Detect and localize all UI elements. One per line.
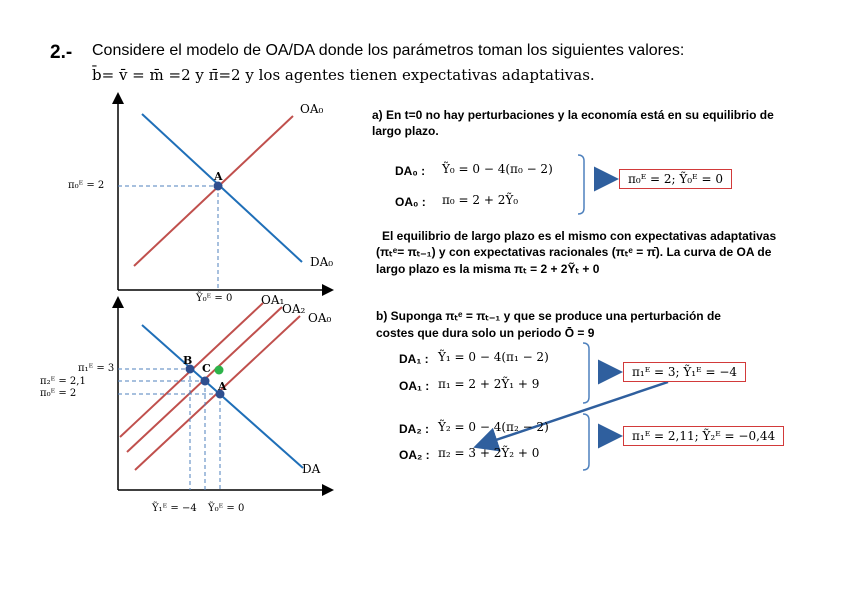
bottom-da-label: DA bbox=[302, 462, 321, 476]
top-graph bbox=[118, 98, 328, 290]
part-b-intro-2: costes que dura solo un periodo Ō = 9 bbox=[376, 326, 595, 340]
question-line-2: b̄= v̄ = m̄ =2 y π̄=2 y los agentes tienen expectativas adaptativas. bbox=[92, 66, 595, 84]
question-line-1: Considere el modelo de OA/DA donde los parámetros toman los siguientes valores: bbox=[92, 42, 685, 59]
part-a-result-box: π₀ᴱ = 2; Ỹ₀ᴱ = 0 bbox=[619, 169, 732, 189]
part-b-result1-box: π₁ᴱ = 3; Ỹ₁ᴱ = −4 bbox=[623, 362, 746, 382]
top-point-a-label: A bbox=[214, 170, 223, 183]
bottom-graph bbox=[118, 302, 328, 490]
part-a-oa-label: OA₀ : bbox=[395, 195, 426, 209]
bottom-point-b-label: B bbox=[183, 354, 193, 367]
part-a-intro-1: a) En t=0 no hay perturbaciones y la economía está en su equilibrio de bbox=[372, 108, 774, 122]
bottom-y-tick-0: π₀ᴱ = 2 bbox=[40, 388, 77, 399]
part-b-intro-1: b) Suponga πₜᵉ = πₜ₋₁ y que se produce una perturbación de bbox=[376, 309, 721, 323]
part-b-oa1-eq: π₁ = 2 + 2Ỹ₁ + 9 bbox=[438, 377, 540, 391]
bottom-x-tick-1: Ỹ₁ᴱ = −4 bbox=[152, 503, 197, 514]
part-a-note-2: (πₜᵉ= πₜ₋₁) y con expectativas racionales (πₜᵉ = π̄). La curva de OA de bbox=[376, 245, 772, 259]
bottom-y-tick-2: π₂ᴱ = 2,1 bbox=[40, 376, 86, 387]
top-oa-label: OA₀ bbox=[300, 102, 324, 116]
part-b-oa2-label: OA₂ : bbox=[399, 448, 430, 462]
bottom-oa2-label: OA₂ bbox=[282, 302, 306, 316]
part-b-oa2-eq: π₂ = 3 + 2Ỹ₂ + 0 bbox=[438, 446, 540, 460]
part-a-oa-eq: π₀ = 2 + 2Ỹ₀ bbox=[442, 193, 519, 207]
part-a-note-1: El equilibrio de largo plazo es el mismo con expectativas adaptativas bbox=[382, 229, 777, 243]
part-a-da-eq: Ỹ₀ = 0 − 4(π₀ − 2) bbox=[442, 162, 553, 176]
bottom-oa1-label: OA₁ bbox=[261, 293, 285, 307]
bracket-a bbox=[578, 155, 614, 214]
bottom-y-tick-1: π₁ᴱ = 3 bbox=[78, 363, 115, 374]
part-b-da2-eq: Ỹ₂ = 0 − 4(π₂ − 2) bbox=[438, 420, 549, 434]
part-a-da-label: DA₀ : bbox=[395, 164, 426, 178]
top-x-tick: Ỹ₀ᴱ = 0 bbox=[196, 293, 233, 304]
point-green bbox=[215, 366, 224, 375]
bottom-point-a-label: A bbox=[218, 380, 227, 393]
top-da-label: DA₀ bbox=[310, 255, 334, 269]
part-b-oa1-label: OA₁ : bbox=[399, 379, 430, 393]
part-b-da2-label: DA₂ : bbox=[399, 422, 429, 436]
part-a-intro-2: largo plazo. bbox=[372, 124, 439, 138]
point-c bbox=[201, 377, 210, 386]
top-y-tick: π₀ᴱ = 2 bbox=[68, 180, 105, 191]
bracket-b1 bbox=[583, 343, 618, 403]
bottom-point-c-label: C bbox=[202, 362, 211, 375]
part-b-da1-label: DA₁ : bbox=[399, 352, 429, 366]
question-number: 2.- bbox=[50, 42, 73, 63]
bottom-x-tick-0: Ỹ₀ᴱ = 0 bbox=[208, 503, 245, 514]
oa0-curve-top bbox=[134, 116, 293, 266]
part-a-note-3: largo plazo es la misma πₜ = 2 + 2Ỹₜ + 0 bbox=[376, 262, 600, 276]
part-b-result2-box: π₁ᴱ = 2,11; Ỹ₂ᴱ = −0,44 bbox=[623, 426, 784, 446]
bracket-b2 bbox=[583, 414, 618, 470]
part-b-da1-eq: Ỹ₁ = 0 − 4(π₁ − 2) bbox=[438, 350, 549, 364]
bottom-oa0-label: OA₀ bbox=[308, 311, 332, 325]
